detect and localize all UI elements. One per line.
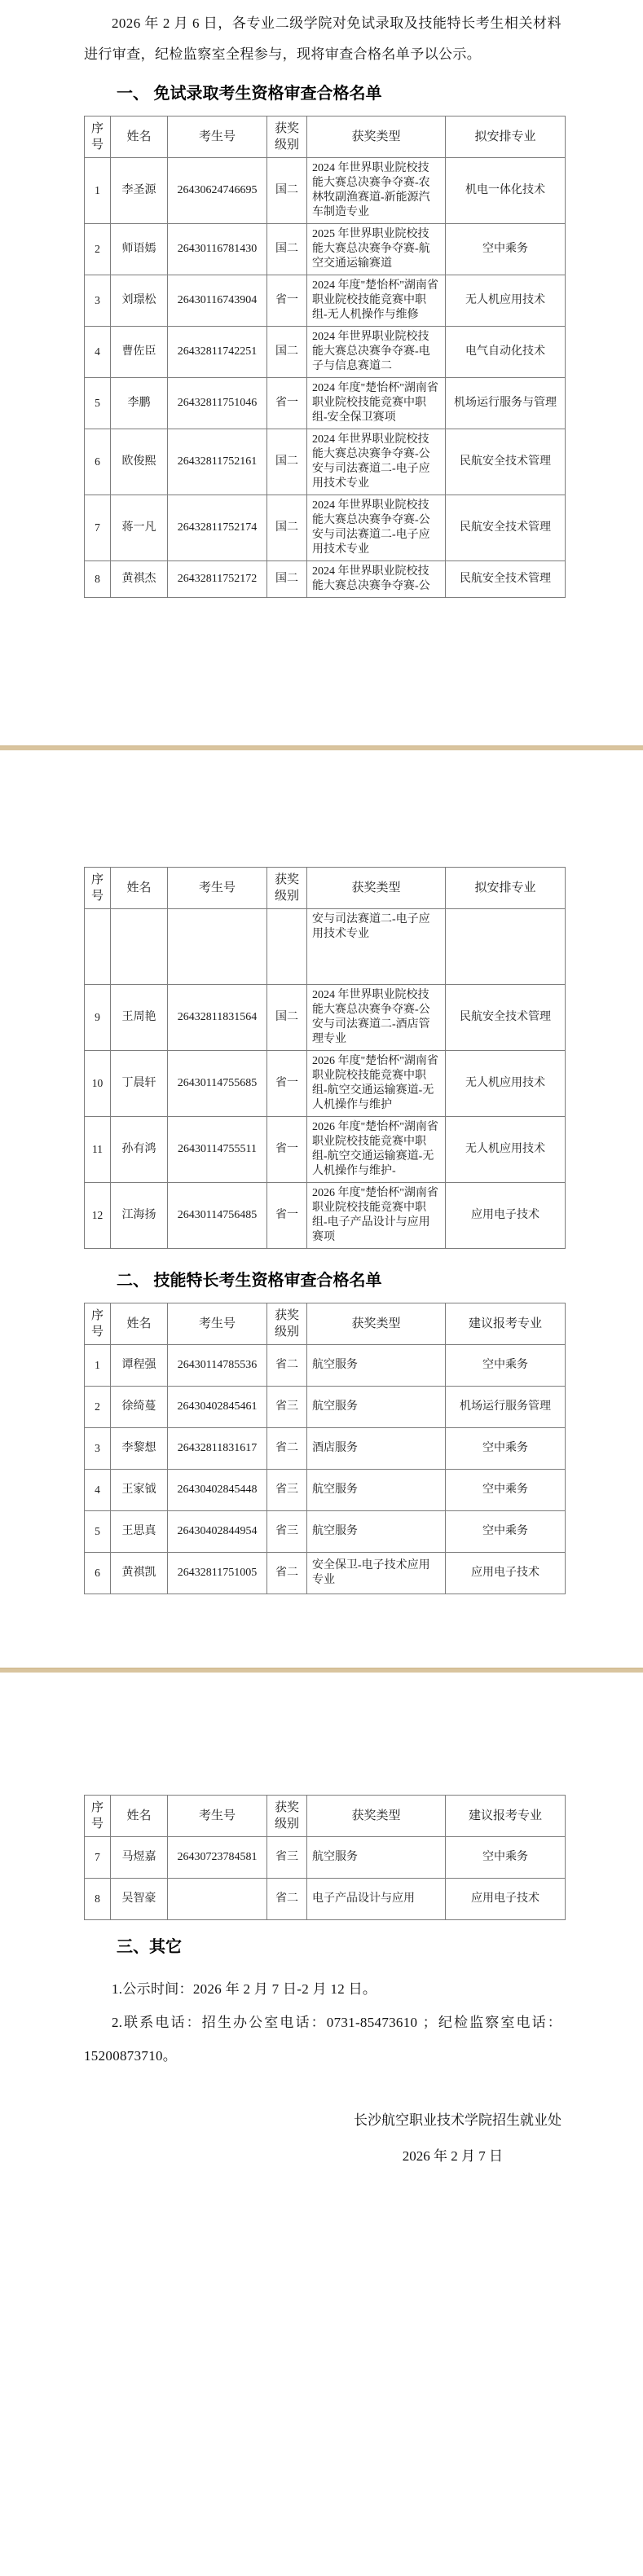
cell-award: 航空服务 — [307, 1387, 446, 1428]
page-2 — [0, 750, 643, 1668]
cell-name: 孙有鸿 — [111, 1117, 168, 1183]
cell-major: 机电一体化技术 — [446, 158, 566, 224]
section3-title: 三、其它 — [117, 1938, 182, 1956]
cell-name: 徐绮蔓 — [111, 1387, 168, 1428]
header-suggested-major: 建议报考专业 — [446, 1796, 566, 1837]
exempt-admission-table-page1 — [84, 116, 566, 598]
cell-name: 李黎想 — [111, 1428, 168, 1470]
cell-award: 航空服务 — [307, 1470, 446, 1511]
header-award-type: 获奖类型 — [307, 1303, 446, 1345]
cell-level: 省三 — [267, 1837, 307, 1879]
header-award-type: 获奖类型 — [307, 868, 446, 909]
table-row — [85, 158, 566, 224]
table-header — [85, 868, 566, 909]
cell-level: 省二 — [267, 1553, 307, 1594]
header-name: 姓名 — [111, 1303, 168, 1345]
header-award-type: 获奖类型 — [307, 1796, 446, 1837]
intro-paragraph: 2026 年 2 月 6 日，各专业二级学院对免试录取及技能特长考生相关材料进行审查，纪检监察室全程参与，现将审查合格名单予以公示。 — [84, 15, 562, 62]
cell-no: 8 — [85, 561, 111, 598]
header-award-level: 获奖级别 — [267, 1303, 307, 1345]
cell-id — [168, 909, 267, 985]
cell-no: 2 — [85, 224, 111, 275]
table-row — [85, 429, 566, 495]
cell-award: 2024 年世界职业院校技能大赛总决赛争夺赛-公安与司法赛道二-电子应用技术专业 — [307, 429, 446, 495]
cell-id — [168, 1879, 267, 1920]
cell-id: 26432811831617 — [168, 1428, 267, 1470]
cell-award: 2024 年世界职业院校技能大赛总决赛争夺赛-公安与司法赛道二-酒店管理专业 — [307, 985, 446, 1051]
cell-award: 安全保卫-电子技术应用专业 — [307, 1553, 446, 1594]
cell-major: 民航安全技术管理 — [446, 985, 566, 1051]
cell-id: 26432811742251 — [168, 327, 267, 378]
cell-id: 26432811752172 — [168, 561, 267, 598]
cell-major: 空中乘务 — [446, 1837, 566, 1879]
cell-no: 2 — [85, 1387, 111, 1428]
cell-level: 国二 — [267, 224, 307, 275]
cell-name: 李鹏 — [111, 378, 168, 429]
cell-level: 省一 — [267, 378, 307, 429]
cell-award: 2024 年世界职业院校技能大赛总决赛争夺赛-农林牧副渔赛道-新能源汽车制造专业 — [307, 158, 446, 224]
cell-level: 国二 — [267, 327, 307, 378]
cell-id: 26430402844954 — [168, 1511, 267, 1553]
header-name: 姓名 — [111, 868, 168, 909]
cell-no: 6 — [85, 1553, 111, 1594]
cell-award: 2024 年度"楚怡杯"湖南省职业院校技能竞赛中职组-安全保卫赛项 — [307, 378, 446, 429]
table-header — [85, 1303, 566, 1345]
cell-id: 26430116781430 — [168, 224, 267, 275]
table-row — [85, 1183, 566, 1249]
cell-level: 国二 — [267, 495, 307, 561]
cell-name: 吴智豪 — [111, 1879, 168, 1920]
cell-name: 欧俊熙 — [111, 429, 168, 495]
cell-no: 7 — [85, 1837, 111, 1879]
cell-name: 曹佐臣 — [111, 327, 168, 378]
cell-id: 26430723784581 — [168, 1837, 267, 1879]
table-row — [85, 1511, 566, 1553]
cell-award: 2026 年度"楚怡杯"湖南省职业院校技能竞赛中职组-电子产品设计与应用赛项 — [307, 1183, 446, 1249]
issuing-office: 长沙航空职业技术学院招生就业处 — [354, 2112, 562, 2128]
cell-no — [85, 909, 111, 985]
cell-id: 26430402845448 — [168, 1470, 267, 1511]
table-row — [85, 1428, 566, 1470]
cell-id: 26430624746695 — [168, 158, 267, 224]
header-exam-id: 考生号 — [168, 868, 267, 909]
cell-id: 26430114785536 — [168, 1345, 267, 1387]
signature-block — [0, 2110, 562, 2167]
cell-major — [446, 909, 566, 985]
cell-level: 国二 — [267, 985, 307, 1051]
cell-level: 省三 — [267, 1387, 307, 1428]
cell-no: 3 — [85, 275, 111, 327]
cell-id: 26430114756485 — [168, 1183, 267, 1249]
cell-award: 2024 年世界职业院校技能大赛总决赛争夺赛-公 — [307, 561, 446, 598]
cell-name: 黄祺凯 — [111, 1553, 168, 1594]
cell-name: 刘璟松 — [111, 275, 168, 327]
cell-no: 6 — [85, 429, 111, 495]
header-seq: 序号 — [85, 1303, 111, 1345]
header-seq: 序号 — [85, 868, 111, 909]
cell-id: 26432811752161 — [168, 429, 267, 495]
cell-award: 酒店服务 — [307, 1428, 446, 1470]
cell-award: 航空服务 — [307, 1345, 446, 1387]
table-body — [85, 1837, 566, 1920]
header-award-level: 获奖级别 — [267, 1796, 307, 1837]
cell-no: 1 — [85, 158, 111, 224]
cell-major: 空中乘务 — [446, 224, 566, 275]
table-row — [85, 1345, 566, 1387]
cell-name: 谭程强 — [111, 1345, 168, 1387]
table-row — [85, 1553, 566, 1594]
cell-major: 空中乘务 — [446, 1511, 566, 1553]
cell-award: 2024 年世界职业院校技能大赛总决赛争夺赛-公安与司法赛道二-电子应用技术专业 — [307, 495, 446, 561]
cell-major: 机场运行服务与管理 — [446, 378, 566, 429]
cell-major: 应用电子技术 — [446, 1553, 566, 1594]
cell-major: 机场运行服务管理 — [446, 1387, 566, 1428]
cell-no: 7 — [85, 495, 111, 561]
cell-no: 10 — [85, 1051, 111, 1117]
cell-id: 26432811751005 — [168, 1553, 267, 1594]
cell-level: 省一 — [267, 1183, 307, 1249]
table-header — [85, 116, 566, 158]
table-row — [85, 1470, 566, 1511]
cell-level: 省三 — [267, 1470, 307, 1511]
header-seq: 序号 — [85, 116, 111, 158]
cell-award: 2024 年度"楚怡杯"湖南省职业院校技能竞赛中职组-无人机操作与维修 — [307, 275, 446, 327]
cell-name: 王家钺 — [111, 1470, 168, 1511]
header-award-level: 获奖级别 — [267, 868, 307, 909]
cell-level: 省一 — [267, 1051, 307, 1117]
cell-major: 空中乘务 — [446, 1345, 566, 1387]
cell-name: 丁晨轩 — [111, 1051, 168, 1117]
notice-contact-phones: 2.联系电话：招生办公室电话：0731-85473610 ；纪检监察室电话：15200873710。 — [84, 2015, 562, 2064]
header-name: 姓名 — [111, 1796, 168, 1837]
table-row — [85, 1051, 566, 1117]
table-row — [85, 985, 566, 1051]
cell-no: 3 — [85, 1428, 111, 1470]
cell-no: 8 — [85, 1879, 111, 1920]
cell-award: 航空服务 — [307, 1511, 446, 1553]
cell-level: 省二 — [267, 1345, 307, 1387]
header-name: 姓名 — [111, 116, 168, 158]
header-proposed-major: 拟安排专业 — [446, 116, 566, 158]
table-row — [85, 1837, 566, 1879]
cell-level: 省二 — [267, 1428, 307, 1470]
cell-level: 省一 — [267, 275, 307, 327]
cell-major: 无人机应用技术 — [446, 275, 566, 327]
cell-level: 国二 — [267, 561, 307, 598]
cell-major: 民航安全技术管理 — [446, 495, 566, 561]
cell-major: 民航安全技术管理 — [446, 561, 566, 598]
cell-name — [111, 909, 168, 985]
table-row — [85, 1879, 566, 1920]
cell-no: 11 — [85, 1117, 111, 1183]
exempt-admission-table-page2 — [84, 867, 566, 1249]
cell-major: 应用电子技术 — [446, 1183, 566, 1249]
cell-id: 26432811831564 — [168, 985, 267, 1051]
skill-talent-table-page2 — [84, 1303, 566, 1594]
table-body — [85, 158, 566, 598]
cell-award: 安与司法赛道二-电子应用技术专业 — [307, 909, 446, 985]
page-1 — [0, 0, 643, 745]
cell-award: 电子产品设计与应用 — [307, 1879, 446, 1920]
table-row — [85, 327, 566, 378]
cell-award: 航空服务 — [307, 1837, 446, 1879]
skill-talent-table-page3 — [84, 1795, 566, 1920]
page-3 — [0, 1673, 643, 2576]
cell-no: 5 — [85, 378, 111, 429]
cell-id: 26430116743904 — [168, 275, 267, 327]
cell-level: 国二 — [267, 429, 307, 495]
cell-major: 空中乘务 — [446, 1470, 566, 1511]
cell-level: 省二 — [267, 1879, 307, 1920]
section1-title: 一、 免试录取考生资格审查合格名单 — [117, 85, 382, 103]
table-row — [85, 224, 566, 275]
cell-name: 江海扬 — [111, 1183, 168, 1249]
cell-name: 王周艳 — [111, 985, 168, 1051]
header-proposed-major: 拟安排专业 — [446, 868, 566, 909]
cell-id: 26432811751046 — [168, 378, 267, 429]
cell-level: 省一 — [267, 1117, 307, 1183]
header-exam-id: 考生号 — [168, 1303, 267, 1345]
cell-name: 蒋一凡 — [111, 495, 168, 561]
cell-major: 空中乘务 — [446, 1428, 566, 1470]
issue-date: 2026 年 2 月 7 日 — [402, 2148, 503, 2164]
cell-no: 4 — [85, 1470, 111, 1511]
header-seq: 序号 — [85, 1796, 111, 1837]
cell-level — [267, 909, 307, 985]
cell-name: 黄祺杰 — [111, 561, 168, 598]
cell-no: 4 — [85, 327, 111, 378]
cell-no: 5 — [85, 1511, 111, 1553]
table-row — [85, 909, 566, 985]
header-exam-id: 考生号 — [168, 1796, 267, 1837]
cell-id: 26430114755685 — [168, 1051, 267, 1117]
table-row — [85, 561, 566, 598]
cell-no: 12 — [85, 1183, 111, 1249]
cell-major: 无人机应用技术 — [446, 1051, 566, 1117]
table-row — [85, 1387, 566, 1428]
header-award-type: 获奖类型 — [307, 116, 446, 158]
table-row — [85, 378, 566, 429]
header-award-level: 获奖级别 — [267, 116, 307, 158]
notice-publicity-period: 1.公示时间：2026 年 2 月 7 日-2 月 12 日。 — [112, 1981, 377, 1997]
section2-title: 二、 技能特长考生资格审查合格名单 — [117, 1272, 382, 1290]
table-row — [85, 495, 566, 561]
cell-no: 1 — [85, 1345, 111, 1387]
cell-level: 省三 — [267, 1511, 307, 1553]
cell-award: 2025 年世界职业院校技能大赛总决赛争夺赛-航空交通运输赛道 — [307, 224, 446, 275]
header-exam-id: 考生号 — [168, 116, 267, 158]
table-row — [85, 1117, 566, 1183]
cell-award: 2026 年度"楚怡杯"湖南省职业院校技能竞赛中职组-航空交通运输赛道-无人机操作与维护 — [307, 1051, 446, 1117]
cell-no: 9 — [85, 985, 111, 1051]
cell-award: 2024 年世界职业院校技能大赛总决赛争夺赛-电子与信息赛道二 — [307, 327, 446, 378]
header-suggested-major: 建议报考专业 — [446, 1303, 566, 1345]
table-row — [85, 275, 566, 327]
table-body — [85, 1345, 566, 1594]
cell-level: 国二 — [267, 158, 307, 224]
table-header — [85, 1796, 566, 1837]
cell-name: 王思真 — [111, 1511, 168, 1553]
cell-major: 电气自动化技术 — [446, 327, 566, 378]
table-body — [85, 909, 566, 1249]
cell-major: 无人机应用技术 — [446, 1117, 566, 1183]
cell-major: 应用电子技术 — [446, 1879, 566, 1920]
cell-id: 26432811752174 — [168, 495, 267, 561]
cell-name: 马煜嘉 — [111, 1837, 168, 1879]
cell-major: 民航安全技术管理 — [446, 429, 566, 495]
cell-name: 师语嫣 — [111, 224, 168, 275]
cell-id: 26430114755511 — [168, 1117, 267, 1183]
cell-id: 26430402845461 — [168, 1387, 267, 1428]
cell-name: 李圣源 — [111, 158, 168, 224]
cell-award: 2026 年度"楚怡杯"湖南省职业院校技能竞赛中职组-航空交通运输赛道-无人机操作与维护- — [307, 1117, 446, 1183]
